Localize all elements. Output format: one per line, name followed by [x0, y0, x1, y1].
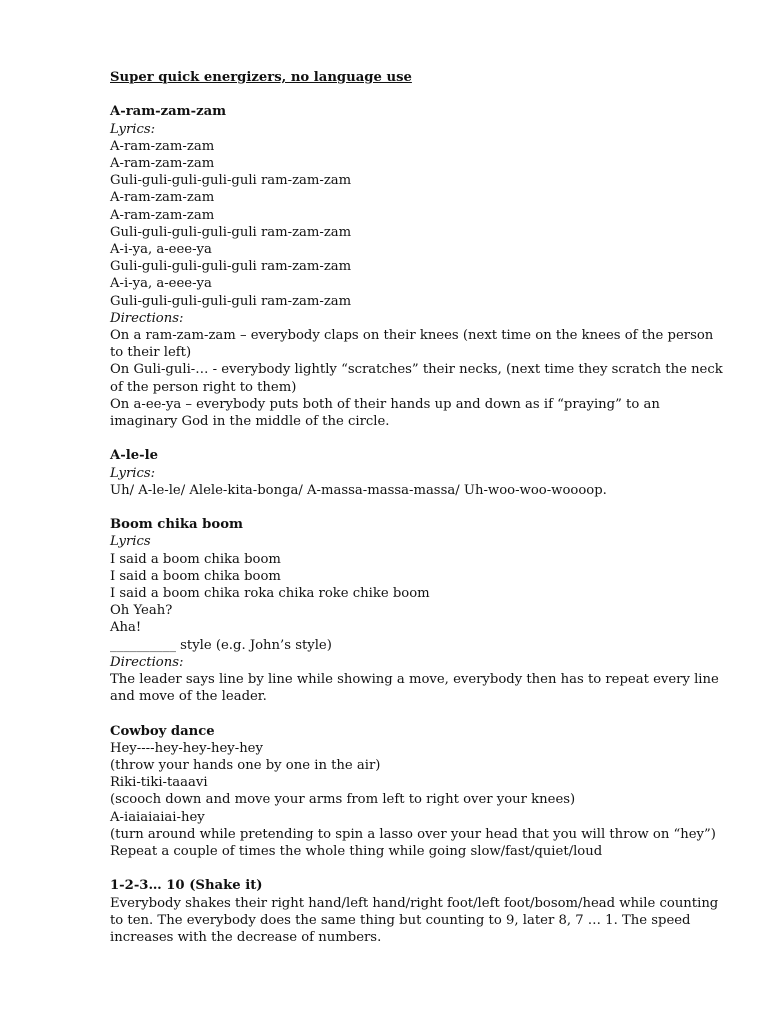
direction-paragraph: On Guli-guli-… - everybody lightly “scratches” their necks, (next time they scratch the neck of the person right to them) — [110, 362, 723, 395]
text-line: Hey----hey-hey-hey-hey — [110, 740, 263, 756]
section-boom-chika-boom — [110, 516, 730, 705]
lyric-line: A-i-ya, a-eee-ya — [110, 276, 212, 292]
section-a-le-le — [110, 447, 730, 499]
text-line: Riki-tiki-taaavi — [110, 775, 208, 791]
lyric-line: __________ style (e.g. John’s style) — [110, 637, 332, 653]
section-heading: A-ram-zam-zam — [110, 104, 227, 120]
lyric-line: Guli-guli-guli-guli-guli ram-zam-zam — [110, 293, 352, 309]
lyrics-label: Lyrics: — [110, 121, 156, 137]
direction-paragraph: The leader says line by line while showing a move, everybody then has to repeat every line and move of the leader. — [110, 672, 719, 705]
section-heading: Cowboy dance — [110, 723, 215, 739]
section-cowboy-dance — [110, 723, 730, 861]
lyric-line: Guli-guli-guli-guli-guli ram-zam-zam — [110, 259, 352, 275]
lyric-line: Oh Yeah? — [110, 603, 173, 619]
section-paragraph: Everybody shakes their right hand/left hand/right foot/left foot/bosom/head while counting to ten. The everybody does the same thing but counting to 9, later 8, 7 … 1. The speed increases with the decrease of numbers. — [110, 895, 719, 946]
text-line: A-iaiaiaiai-hey — [110, 809, 205, 825]
lyric-line: A-ram-zam-zam — [110, 207, 215, 223]
lyrics-label: Lyrics — [110, 534, 151, 550]
text-line: (throw your hands one by one in the air) — [110, 758, 381, 774]
text-line: Repeat a couple of times the whole thing while going slow/fast/quiet/loud — [110, 844, 603, 860]
section-heading: 1-2-3… 10 (Shake it) — [110, 878, 263, 894]
spacer — [110, 705, 730, 722]
section-a-ram-zam-zam — [110, 103, 730, 430]
spacer — [110, 499, 730, 516]
lyric-line: I said a boom chika boom — [110, 568, 281, 584]
section-heading: Boom chika boom — [110, 517, 243, 533]
section-shake-it — [110, 877, 730, 946]
lyric-line: A-ram-zam-zam — [110, 156, 215, 171]
directions-label: Directions: — [110, 310, 184, 326]
spacer — [110, 860, 730, 877]
spacer — [110, 430, 730, 447]
lyric-line: A-ram-zam-zam — [110, 138, 215, 154]
lyric-line: Guli-guli-guli-guli-guli ram-zam-zam — [110, 224, 352, 240]
lyric-line: I said a boom chika boom — [110, 551, 281, 567]
lyric-line: I said a boom chika roka chika roke chike boom — [110, 586, 430, 602]
spacer — [110, 86, 730, 103]
document-page — [110, 69, 730, 946]
lyrics-label: Lyrics: — [110, 465, 156, 481]
lyric-line: A-ram-zam-zam — [110, 190, 215, 206]
section-heading: A-le-le — [110, 448, 158, 464]
lyric-line: Uh/ A-le-le/ Alele-kita-bonga/ A-massa-massa-massa/ Uh-woo-woo-woooop. — [110, 482, 607, 498]
document-title: Super quick energizers, no language use — [110, 70, 412, 85]
directions-label: Directions: — [110, 654, 184, 670]
text-line: (turn around while pretending to spin a lasso over your head that you will throw on “hey”) — [110, 826, 716, 842]
lyric-line: A-i-ya, a-eee-ya — [110, 242, 212, 258]
text-line: (scooch down and move your arms from left to right over your knees) — [110, 792, 576, 808]
direction-paragraph: On a ram-zam-zam – everybody claps on their knees (next time on the knees of the person to their left) — [110, 328, 714, 361]
lyric-line: Aha! — [110, 620, 142, 636]
lyric-line: Guli-guli-guli-guli-guli ram-zam-zam — [110, 173, 352, 189]
direction-paragraph: On a-ee-ya – everybody puts both of their hands up and down as if “praying” to an imaginary God in the middle of the circle. — [110, 396, 660, 430]
